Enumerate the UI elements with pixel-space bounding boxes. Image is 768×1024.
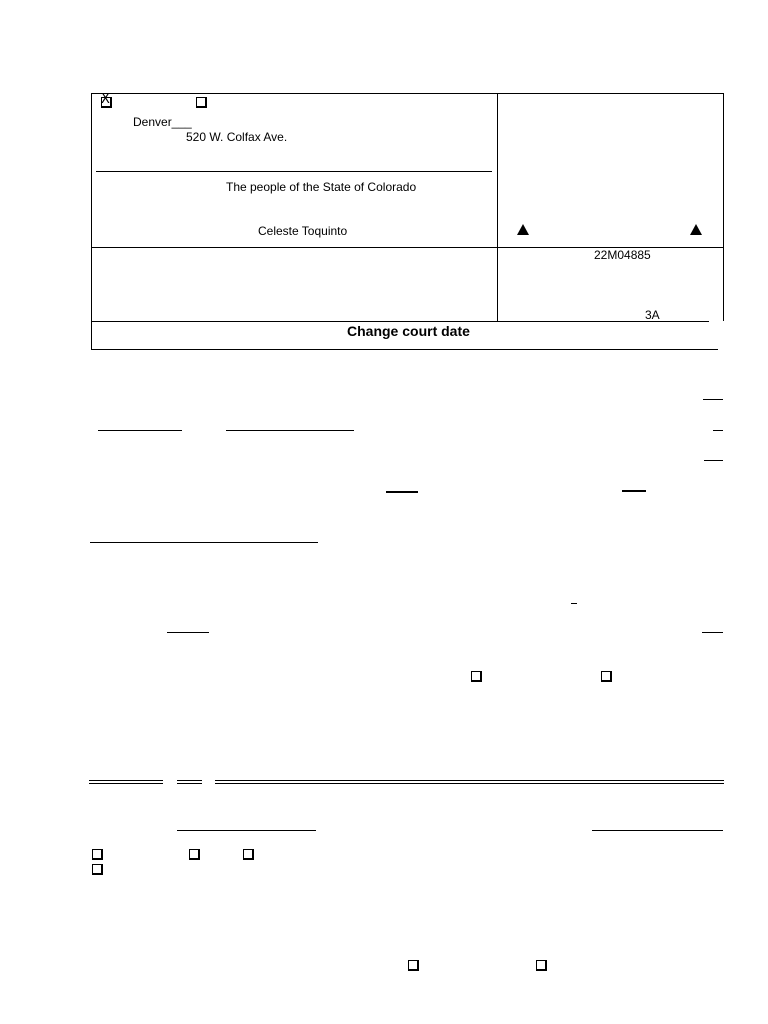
option-checkbox[interactable] <box>408 960 419 971</box>
form-title: Change court date <box>347 323 470 339</box>
blank-line <box>98 430 182 431</box>
blank-line <box>702 632 723 633</box>
caption-divider <box>497 93 498 321</box>
blank-line <box>704 460 723 461</box>
court-county: Denver___ <box>133 115 192 129</box>
blank-line <box>622 490 646 492</box>
court-address: 520 W. Colfax Ave. <box>186 130 288 144</box>
blank-line <box>703 399 723 400</box>
option-checkbox[interactable] <box>471 671 482 682</box>
option-checkbox[interactable] <box>92 864 103 875</box>
blank-line <box>386 491 418 493</box>
option-checkbox[interactable] <box>536 960 547 971</box>
district-court-checkbox[interactable] <box>196 97 207 108</box>
caption-right-border <box>723 93 724 321</box>
defendant-name: Celeste Toquinto <box>258 224 348 238</box>
blank-line <box>90 542 318 543</box>
plaintiff-name: The people of the State of Colorado <box>226 180 417 194</box>
option-checkbox[interactable] <box>601 671 612 682</box>
option-checkbox[interactable] <box>189 849 200 860</box>
court-use-right-marker-icon <box>690 224 702 235</box>
court-party-divider <box>96 171 492 172</box>
caption-top-border <box>91 93 723 94</box>
section-divider <box>89 780 163 784</box>
option-checkbox[interactable] <box>92 849 103 860</box>
option-checkbox[interactable] <box>243 849 254 860</box>
court-use-left-marker-icon <box>517 224 529 235</box>
blank-line <box>226 430 354 431</box>
blank-line <box>713 430 723 431</box>
title-bottom-border <box>91 349 718 350</box>
date-line <box>592 830 723 831</box>
title-top-border <box>91 321 709 322</box>
section-divider <box>215 780 724 784</box>
county-court-checkbox[interactable] <box>101 97 112 108</box>
caption-left-border <box>91 93 92 350</box>
courtroom: 3A <box>645 308 660 322</box>
section-divider <box>177 780 202 784</box>
blank-line <box>571 603 577 604</box>
blank-line <box>167 632 209 633</box>
case-number: 22M04885 <box>594 248 651 262</box>
signature-line <box>177 830 316 831</box>
